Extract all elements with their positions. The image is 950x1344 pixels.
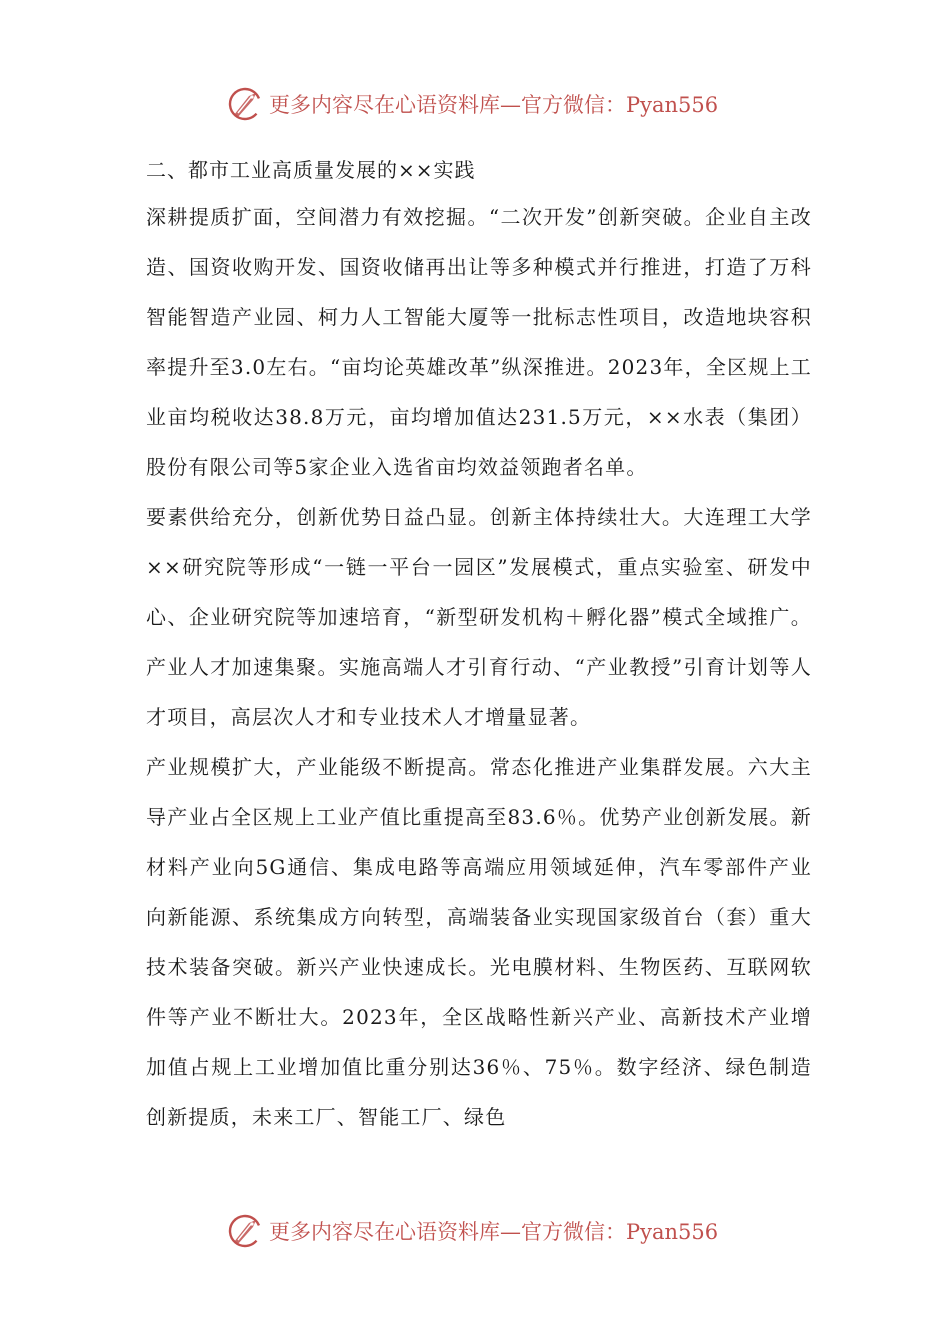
- pen-nib-logo-icon: [225, 84, 265, 124]
- paragraph-industry-scale: 产业规模扩大，产业能级不断提高。常态化推进产业集群发展。六大主导产业占全区规上工业产值比重提高至83.6％。优势产业创新发展。新材料产业向5G通信、集成电路等高端应用领域延伸，汽车零部件产业向新能源、系统集成方向转型，高端装备业实现国家级首台（套）重大技术装备突破。新兴产业快速成长。光电膜材料、生物医药、互联网软件等产业不断壮大。2023年，全区战略性新兴产业、高新技术产业增加值占规上工业增加值比重分别达36％、75％。数字经济、绿色制造创新提质，未来工厂、智能工厂、绿色: [146, 755, 812, 1129]
- banner-text: 更多内容尽在心语资料库—官方微信：Pyan556: [269, 93, 719, 117]
- document-body: [146, 148, 812, 1142]
- pen-nib-logo-icon: [225, 1211, 265, 1251]
- banner-text: 更多内容尽在心语资料库—官方微信：Pyan556: [269, 1220, 719, 1244]
- header-banner: [225, 82, 718, 126]
- footer-banner: [225, 1209, 718, 1253]
- section-heading: 二、都市工业高质量发展的××实践: [146, 158, 476, 182]
- paragraph-space-potential: 深耕提质扩面，空间潜力有效挖掘。“二次开发”创新突破。企业自主改造、国资收购开发、国资收储再出让等多种模式并行推进，打造了万科智能智造产业园、柯力人工智能大厦等一批标志性项目，改造地块容积率提升至3.0左右。“亩均论英雄改革”纵深推进。2023年，全区规上工业亩均税收达38.8万元，亩均增加值达231.5万元，××水表（集团）股份有限公司等5家企业入选省亩均效益领跑者名单。: [146, 205, 812, 479]
- paragraph-innovation-advantage: 要素供给充分，创新优势日益凸显。创新主体持续壮大。大连理工大学××研究院等形成“一链一平台一园区”发展模式，重点实验室、研发中心、企业研究院等加速培育，“新型研发机构＋孵化器”模式全域推广。产业人才加速集聚。实施高端人才引育行动、“产业教授”引育计划等人才项目，高层次人才和专业技术人才增量显著。: [146, 505, 812, 729]
